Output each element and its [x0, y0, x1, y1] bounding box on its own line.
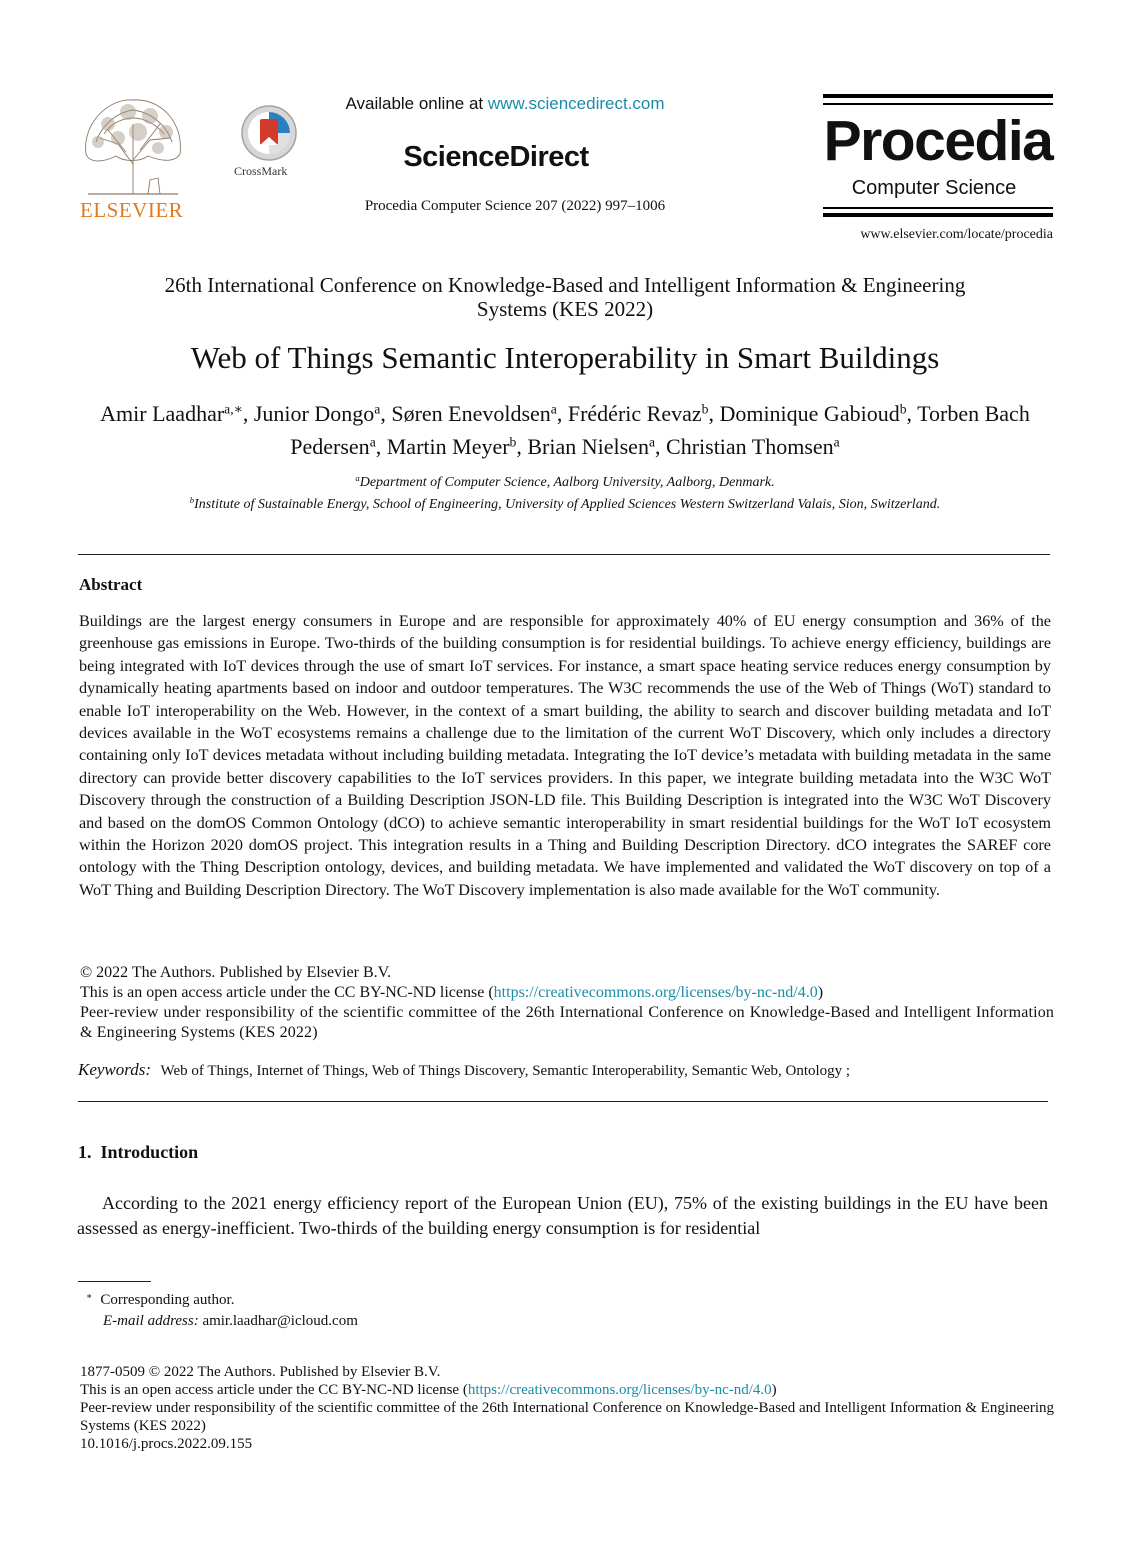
- available-online-line: [300, 94, 710, 114]
- peer-review-line: Peer-review under responsibility of the scientific committee of the 26th International Conference on Knowledge-Based and Intelligent Information & Engineering Systems (KES 2022): [80, 1004, 1054, 1041]
- copyright-line: © 2022 The Authors. Published by Elsevier B.V.: [80, 964, 392, 981]
- author: Dominique Gabioud$^b$,: [719, 401, 918, 426]
- keywords-label: Keywords:: [78, 1060, 152, 1079]
- affiliation-a: $^a$Department of Computer Science, Aalborg University, Aalborg, Denmark.: [355, 473, 775, 490]
- author: Amir Laadhar$^{a,∗}$,: [100, 401, 254, 426]
- page-footer: [80, 1363, 1054, 1453]
- crossmark-label: CrossMark: [234, 164, 288, 178]
- author: Torben Bach Pedersen$^a$,: [290, 401, 1030, 459]
- license-link[interactable]: https://creativecommons.org/licenses/by-nc-nd/4.0: [493, 984, 818, 1001]
- footnote: [86, 1290, 358, 1332]
- footer-open-access-line: This is an open access article under the CC BY-NC-ND license (https://creativecommons.org/licenses/by-nc-nd/4.0): [80, 1382, 777, 1398]
- paper-title: Web of Things Semantic Interoperability in Smart Buildings: [190, 340, 940, 375]
- introduction-body: According to the 2021 energy efficiency report of the European Union (EU), 75% of the existing buildings in the EU have been assessed as energy-inefficient. Two-thirds of the building energy consumption is for residential: [77, 1193, 1048, 1238]
- conference-line-2: Systems (KES 2022): [476, 297, 654, 321]
- footnote-divider: [78, 1281, 151, 1282]
- footnote-email: E-mail address: amir.laadhar@icloud.com: [103, 1313, 358, 1329]
- footer-peer-review: Peer-review under responsibility of the scientific committee of the 26th International Conference on Knowledge-Based and Intelligent Information & Engineering Systems (KES 2022): [80, 1400, 1054, 1434]
- procedia-url[interactable]: www.elsevier.com/locate/procedia: [860, 227, 1053, 242]
- author: Christian Thomsen$^a$: [666, 434, 840, 459]
- journal-citation: Procedia Computer Science 207 (2022) 997–1006: [364, 198, 666, 214]
- procedia-subtitle: Computer Science: [851, 177, 1017, 199]
- conference-line-1: 26th International Conference on Knowledge-Based and Intelligent Information & Engineering: [164, 273, 966, 297]
- issn-line: 1877-0509 © 2022 The Authors. Published by Elsevier B.V.: [80, 1364, 441, 1380]
- footnote-corresponding: ∗ Corresponding author.: [86, 1291, 235, 1308]
- keywords-bottom-divider: [78, 1101, 1048, 1102]
- elsevier-logo: [78, 94, 188, 224]
- open-access-line: This is an open access article under the CC BY-NC-ND license (https://creativecommons.org/licenses/by-nc-nd/4.0): [80, 984, 824, 1001]
- footer-license-link[interactable]: https://creativecommons.org/licenses/by-nc-nd/4.0: [467, 1382, 772, 1398]
- procedia-title: Procedia: [823, 109, 1053, 173]
- author: Junior Dongo$^a$,: [253, 401, 392, 426]
- email-link[interactable]: amir.laadhar@icloud.com: [202, 1313, 358, 1329]
- sciencedirect-link[interactable]: www.sciencedirect.com: [487, 94, 665, 113]
- abstract-top-divider: [78, 554, 1050, 555]
- conference-name: [40, 273, 1090, 321]
- sciencedirect-title: ScienceDirect: [403, 141, 589, 173]
- crossmark-badge[interactable]: [232, 104, 304, 184]
- elsevier-wordmark: ELSEVIER: [80, 198, 184, 222]
- procedia-top-rule-thin: [823, 103, 1053, 105]
- affiliation-b: $^b$Institute of Sustainable Energy, School of Engineering, University of Applied Sciences Western Switzerland Valais, Sion, Switzerland.: [189, 495, 941, 512]
- available-online-prefix: Available online at: [345, 94, 484, 113]
- introduction-heading: 1. Introduction: [78, 1142, 199, 1162]
- abstract-heading: Abstract: [79, 575, 143, 594]
- author: Søren Enevoldsen$^a$,: [391, 401, 568, 426]
- author: Frédéric Revaz$^b$,: [567, 401, 720, 426]
- abstract-body: Buildings are the largest energy consumers in Europe and are responsible for approximately 40% of EU energy consumption and 36% of the greenhouse gas emissions in Europe. Two-thirds of the building consumption is for residential buildings. To achieve energy efficiency, buildings are being integrated with IoT devices through the use of smart IoT services. For instance, a smart space heating service reduces energy consumption by dynamically heating apartments based on indoor and outdoor temperatures. The W3C recommends the use of the Web of Things (WoT) standard to enable IoT interoperability on the Web. However, in the context of a smart building, the ability to search and discover building metadata and IoT devices available in the WoT ecosystems remains a challenge due to the limitation of the current WoT Discovery, which only includes a directory containing only IoT devices metadata without including building metadata. Integrating the IoT device’s metadata with building metadata in the same directory can provide better discovery capabilities to the IoT services providers. In this paper, we integrate building metadata into the W3C WoT Discovery through the construction of a Building Description JSON-LD file. This Building Description is integrated into the W3C WoT Discovery and based on the domOS Common Ontology (dCO) to achieve semantic interoperability in smart residential buildings for the WoT IoT ecosystem within the Horizon 2020 domOS project. This integration results in a Thing and Building Description Directory. dCO integrates the SAREF core ontology with the Thing Description ontology, devices, and building metadata. We have implemented and validated the WoT discovery on top of a WoT Thing and Building Description Directory. The WoT Discovery implementation is also made available for the WoT community.: [79, 612, 1051, 899]
- procedia-top-rule-thick: [823, 94, 1053, 98]
- crossmark-icon: [239, 104, 299, 162]
- license-block: [80, 963, 1054, 1043]
- author: Martin Meyer$^b$,: [386, 434, 528, 459]
- keywords-line: [78, 1060, 1058, 1080]
- author-list: [85, 397, 1045, 463]
- doi-line[interactable]: 10.1016/j.procs.2022.09.155: [80, 1436, 253, 1452]
- procedia-bottom-rule-thin: [823, 207, 1053, 209]
- keywords-text: Web of Things, Internet of Things, Web of Things Discovery, Semantic Interoperability, Semantic Web, Ontology ;: [160, 1063, 851, 1079]
- affiliations: [40, 472, 1090, 516]
- author: Brian Nielsen$^a$,: [527, 434, 667, 459]
- procedia-bottom-rule-thick: [823, 213, 1053, 217]
- elsevier-tree-icon: [78, 94, 188, 198]
